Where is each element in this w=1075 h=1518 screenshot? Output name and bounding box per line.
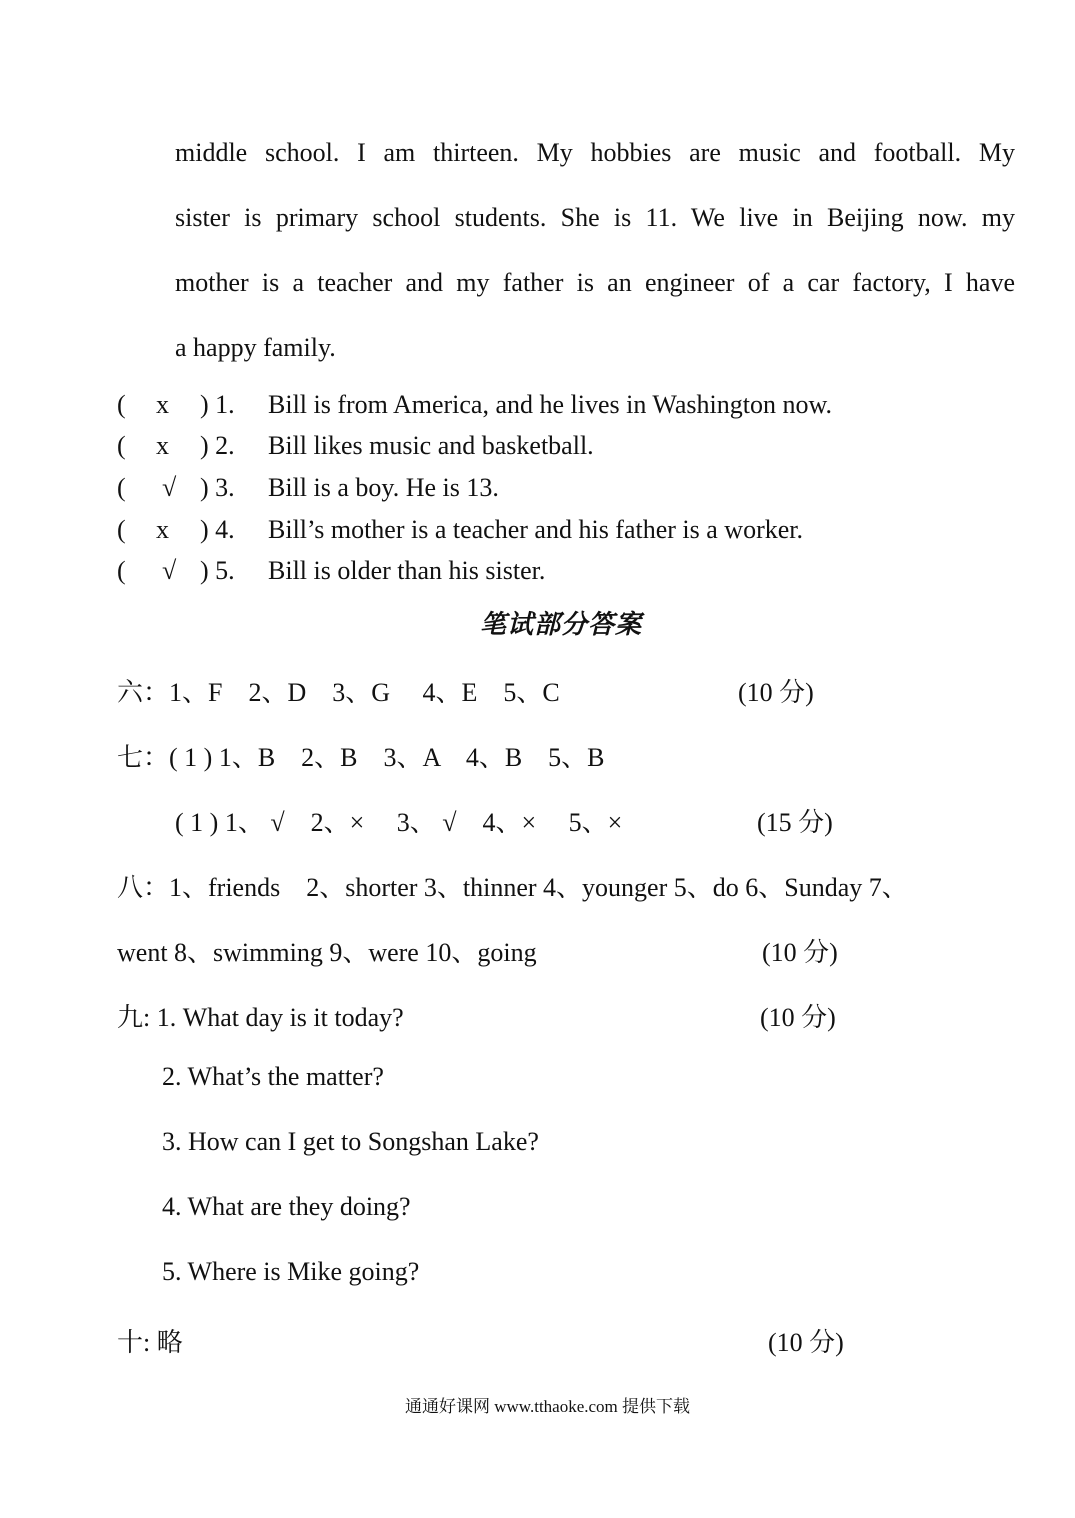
tf-paren: ( [117, 556, 126, 585]
answer-seven-score: (15 分) [757, 808, 833, 837]
tf-number: ) 5. [200, 556, 235, 585]
tf-number: ) 4. [200, 515, 235, 544]
tf-mark: √ [162, 556, 177, 585]
answer-nine-2: 2. What’s the matter? [162, 1062, 384, 1091]
footer-note: 通通好课网 www.tthaoke.com 提供下载 [405, 1397, 691, 1416]
passage-line: sister is primary school students. She is 11. We live in Beijing now. my [175, 203, 1015, 232]
answer-eight-line1: 八：1、friends 2、shorter 3、thinner 4、younger 5、do 6、Sunday 7、 [117, 873, 908, 902]
passage-line: middle school. I am thirteen. My hobbies are music and football. My [175, 138, 1015, 167]
tf-mark: x [156, 390, 169, 419]
tf-paren: ( [117, 431, 126, 460]
tf-paren: ( [117, 390, 126, 419]
tf-number: ) 3. [200, 473, 235, 502]
answer-seven-part1: 七：( 1 ) 1、B 2、B 3、A 4、B 5、B [117, 743, 605, 772]
tf-paren: ( [117, 515, 126, 544]
passage-line: mother is a teacher and my father is an engineer of a car factory, I have [175, 268, 1015, 297]
tf-paren: ( [117, 473, 126, 502]
section-title: 笔试部分答案 [480, 610, 643, 639]
tf-statement: Bill is from America, and he lives in Washington now. [268, 390, 833, 419]
tf-mark: x [156, 431, 169, 460]
tf-mark: x [156, 515, 169, 544]
tf-statement: Bill is older than his sister. [268, 556, 546, 585]
answer-eight-score: (10 分) [762, 938, 838, 967]
answer-ten-score: (10 分) [768, 1328, 844, 1357]
answer-nine-1: 九: 1. What day is it today? [117, 1003, 404, 1032]
answer-six-score: (10 分) [738, 678, 814, 707]
tf-number: ) 1. [200, 390, 235, 419]
tf-statement: Bill likes music and basketball. [268, 431, 594, 460]
tf-statement: Bill is a boy. He is 13. [268, 473, 499, 502]
answer-nine-3: 3. How can I get to Songshan Lake? [162, 1127, 539, 1156]
tf-statement: Bill’s mother is a teacher and his father is a worker. [268, 515, 804, 544]
answer-seven-part2: ( 1 ) 1、 √ 2、× 3、 √ 4、× 5、× [175, 808, 623, 837]
answer-ten: 十: 略 [117, 1328, 183, 1357]
answer-six: 六：1、F 2、D 3、G 4、E 5、C [117, 678, 560, 707]
tf-mark: √ [162, 473, 177, 502]
answer-eight-line2: went 8、swimming 9、were 10、going [117, 938, 537, 967]
answer-nine-score: (10 分) [760, 1003, 836, 1032]
answer-nine-5: 5. Where is Mike going? [162, 1257, 420, 1286]
passage-line: a happy family. [175, 333, 336, 362]
tf-number: ) 2. [200, 431, 235, 460]
answer-nine-4: 4. What are they doing? [162, 1192, 411, 1221]
